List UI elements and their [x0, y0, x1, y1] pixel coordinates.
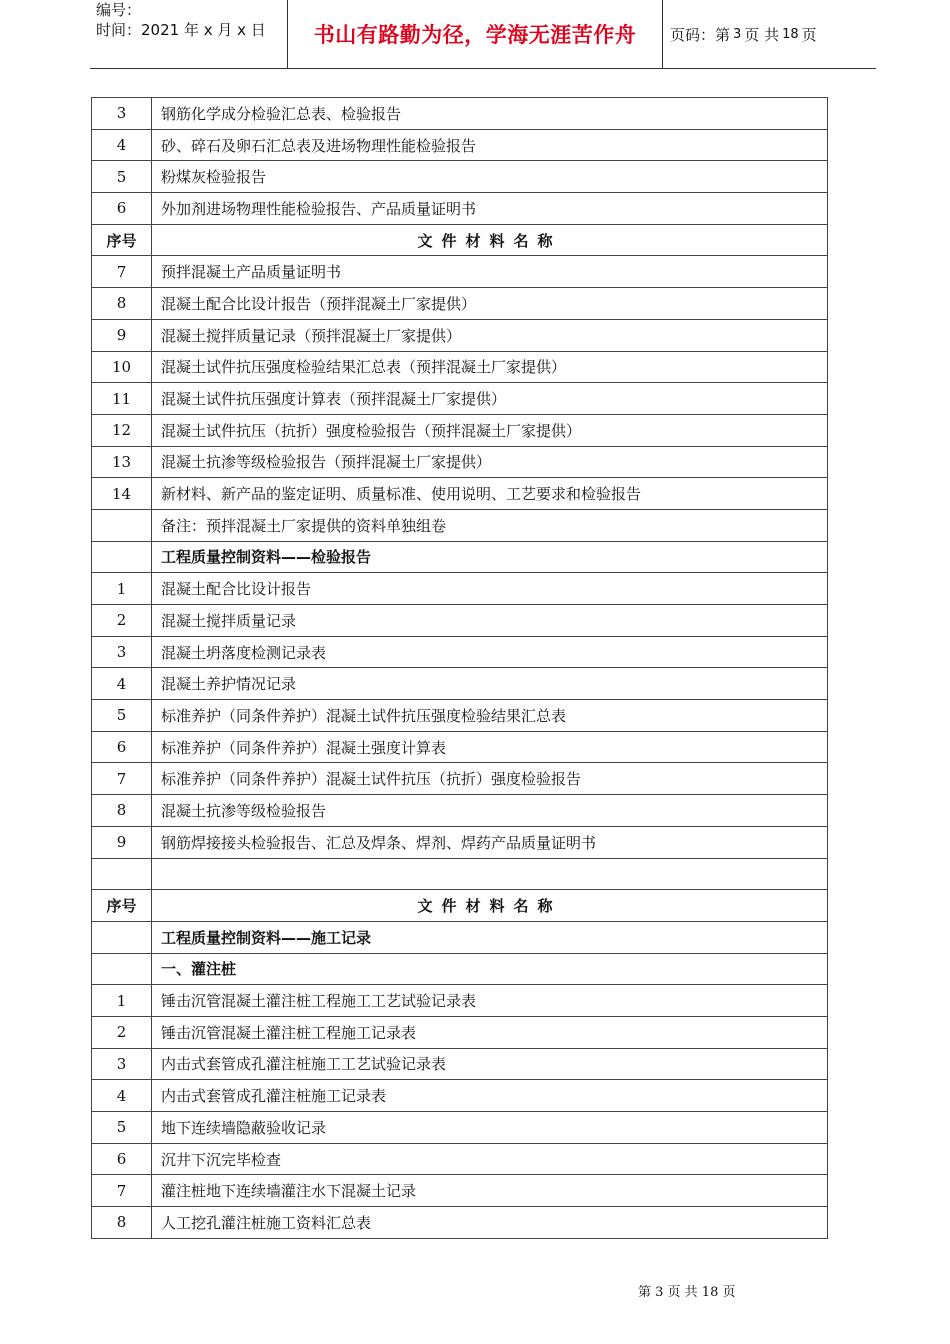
row-text: 混凝土配合比设计报告	[152, 573, 828, 605]
row-text: 沉井下沉完毕检查	[152, 1143, 828, 1175]
row-text: 混凝土坍落度检测记录表	[152, 636, 828, 668]
row-number	[92, 858, 152, 890]
row-number: 1	[92, 573, 152, 605]
row-number: 10	[92, 351, 152, 383]
table-row	[92, 351, 828, 383]
row-number: 8	[92, 1207, 152, 1239]
row-text: 灌注桩地下连续墙灌注水下混凝土记录	[152, 1175, 828, 1207]
row-number	[92, 509, 152, 541]
row-text: 混凝土养护情况记录	[152, 668, 828, 700]
row-number: 7	[92, 256, 152, 288]
table-row	[92, 256, 828, 288]
row-text: 混凝土配合比设计报告（预拌混凝土厂家提供）	[152, 288, 828, 320]
table-row	[92, 826, 828, 858]
row-number: 1	[92, 985, 152, 1017]
row-number: 6	[92, 193, 152, 225]
table-row	[92, 573, 828, 605]
page-label-prefix: 页码：第	[670, 25, 731, 44]
header-name: 文件材料名称	[152, 224, 828, 256]
row-text: 混凝土试件抗压强度计算表（预拌混凝土厂家提供）	[152, 383, 828, 415]
page-current: 3	[733, 26, 742, 42]
table-row	[92, 668, 828, 700]
table-row	[92, 1016, 828, 1048]
section-row	[92, 541, 828, 573]
table-row	[92, 446, 828, 478]
table-row	[92, 319, 828, 351]
row-number: 5	[92, 161, 152, 193]
page-footer: 第 3 页 共 18 页	[638, 1285, 736, 1300]
table-row	[92, 98, 828, 130]
row-number	[92, 953, 152, 985]
table-row	[92, 636, 828, 668]
table-body	[92, 98, 828, 1239]
row-text: 混凝土试件抗压强度检验结果汇总表（预拌混凝土厂家提供）	[152, 351, 828, 383]
section-row	[92, 921, 828, 953]
row-text: 混凝土试件抗压（抗折）强度检验报告（预拌混凝土厂家提供）	[152, 414, 828, 446]
document-list-table	[91, 97, 828, 1239]
row-text: 工程质量控制资料——施工记录	[152, 921, 828, 953]
row-text: 人工挖孔灌注桩施工资料汇总表	[152, 1207, 828, 1239]
row-text: 内击式套管成孔灌注桩施工工艺试验记录表	[152, 1048, 828, 1080]
header-meta	[90, 0, 287, 68]
row-number: 5	[92, 700, 152, 732]
row-number: 4	[92, 1080, 152, 1112]
row-text	[152, 858, 828, 890]
row-text: 新材料、新产品的鉴定证明、质量标准、使用说明、工艺要求和检验报告	[152, 478, 828, 510]
table-row	[92, 700, 828, 732]
table-header-row	[92, 890, 828, 922]
table-row	[92, 1207, 828, 1239]
table-row	[92, 193, 828, 225]
table-row	[92, 1175, 828, 1207]
row-number: 2	[92, 605, 152, 637]
row-number: 8	[92, 795, 152, 827]
row-text: 标准养护（同条件养护）混凝土试件抗压强度检验结果汇总表	[152, 700, 828, 732]
table-row	[92, 383, 828, 415]
row-number: 8	[92, 288, 152, 320]
row-number: 4	[92, 668, 152, 700]
table-row	[92, 1048, 828, 1080]
row-text: 锤击沉管混凝土灌注桩工程施工记录表	[152, 1016, 828, 1048]
table-row	[92, 478, 828, 510]
page-label-suffix: 页	[801, 25, 817, 44]
table-row	[92, 129, 828, 161]
table-row	[92, 1112, 828, 1144]
row-text: 粉煤灰检验报告	[152, 161, 828, 193]
row-number: 3	[92, 98, 152, 130]
row-number: 12	[92, 414, 152, 446]
row-number: 11	[92, 383, 152, 415]
row-number: 7	[92, 1175, 152, 1207]
page-label-mid: 页 共	[744, 25, 780, 44]
row-text: 砂、碎石及卵石汇总表及进场物理性能检验报告	[152, 129, 828, 161]
row-number: 3	[92, 636, 152, 668]
header-motto-cell	[287, 0, 663, 68]
row-text: 一、灌注桩	[152, 953, 828, 985]
header-name: 文件材料名称	[152, 890, 828, 922]
row-number: 6	[92, 731, 152, 763]
row-text: 钢筋化学成分检验汇总表、检验报告	[152, 98, 828, 130]
time-label: 时间：2021 年 x 月 x 日	[96, 21, 266, 39]
table-row	[92, 985, 828, 1017]
row-number: 3	[92, 1048, 152, 1080]
row-number: 4	[92, 129, 152, 161]
row-text: 标准养护（同条件养护）混凝土强度计算表	[152, 731, 828, 763]
row-number: 9	[92, 319, 152, 351]
row-text: 锤击沉管混凝土灌注桩工程施工工艺试验记录表	[152, 985, 828, 1017]
row-text: 备注：预拌混凝土厂家提供的资料单独组卷	[152, 509, 828, 541]
table-row	[92, 414, 828, 446]
row-number: 5	[92, 1112, 152, 1144]
table-header-row	[92, 224, 828, 256]
row-text: 标准养护（同条件养护）混凝土试件抗压（抗折）强度检验报告	[152, 763, 828, 795]
header-no: 序号	[92, 890, 152, 922]
row-text: 混凝土抗渗等级检验报告（预拌混凝土厂家提供）	[152, 446, 828, 478]
table-row	[92, 1080, 828, 1112]
row-text: 混凝土搅拌质量记录	[152, 605, 828, 637]
page-total: 18	[782, 26, 799, 42]
row-text: 外加剂进场物理性能检验报告、产品质量证明书	[152, 193, 828, 225]
table-row	[92, 288, 828, 320]
row-text: 地下连续墙隐蔽验收记录	[152, 1112, 828, 1144]
table-row	[92, 763, 828, 795]
header-no: 序号	[92, 224, 152, 256]
row-text: 钢筋焊接接头检验报告、汇总及焊条、焊剂、焊药产品质量证明书	[152, 826, 828, 858]
row-text: 混凝土搅拌质量记录（预拌混凝土厂家提供）	[152, 319, 828, 351]
table-row	[92, 605, 828, 637]
table-row	[92, 795, 828, 827]
row-number: 7	[92, 763, 152, 795]
row-number	[92, 541, 152, 573]
table-row	[92, 161, 828, 193]
row-text: 预拌混凝土产品质量证明书	[152, 256, 828, 288]
row-number: 9	[92, 826, 152, 858]
table-row	[92, 509, 828, 541]
section-row	[92, 953, 828, 985]
row-number	[92, 921, 152, 953]
row-number: 6	[92, 1143, 152, 1175]
row-text: 工程质量控制资料——检验报告	[152, 541, 828, 573]
row-number: 14	[92, 478, 152, 510]
row-text: 混凝土抗渗等级检验报告	[152, 795, 828, 827]
row-number: 13	[92, 446, 152, 478]
table-row	[92, 1143, 828, 1175]
row-number: 2	[92, 1016, 152, 1048]
row-text: 内击式套管成孔灌注桩施工记录表	[152, 1080, 828, 1112]
code-label: 编号：	[96, 1, 142, 19]
table-row	[92, 858, 828, 890]
page-header	[90, 0, 876, 69]
motto: 书山有路勤为径，学海无涯苦作舟	[313, 23, 637, 47]
header-page-cell	[662, 0, 876, 68]
table-row	[92, 731, 828, 763]
